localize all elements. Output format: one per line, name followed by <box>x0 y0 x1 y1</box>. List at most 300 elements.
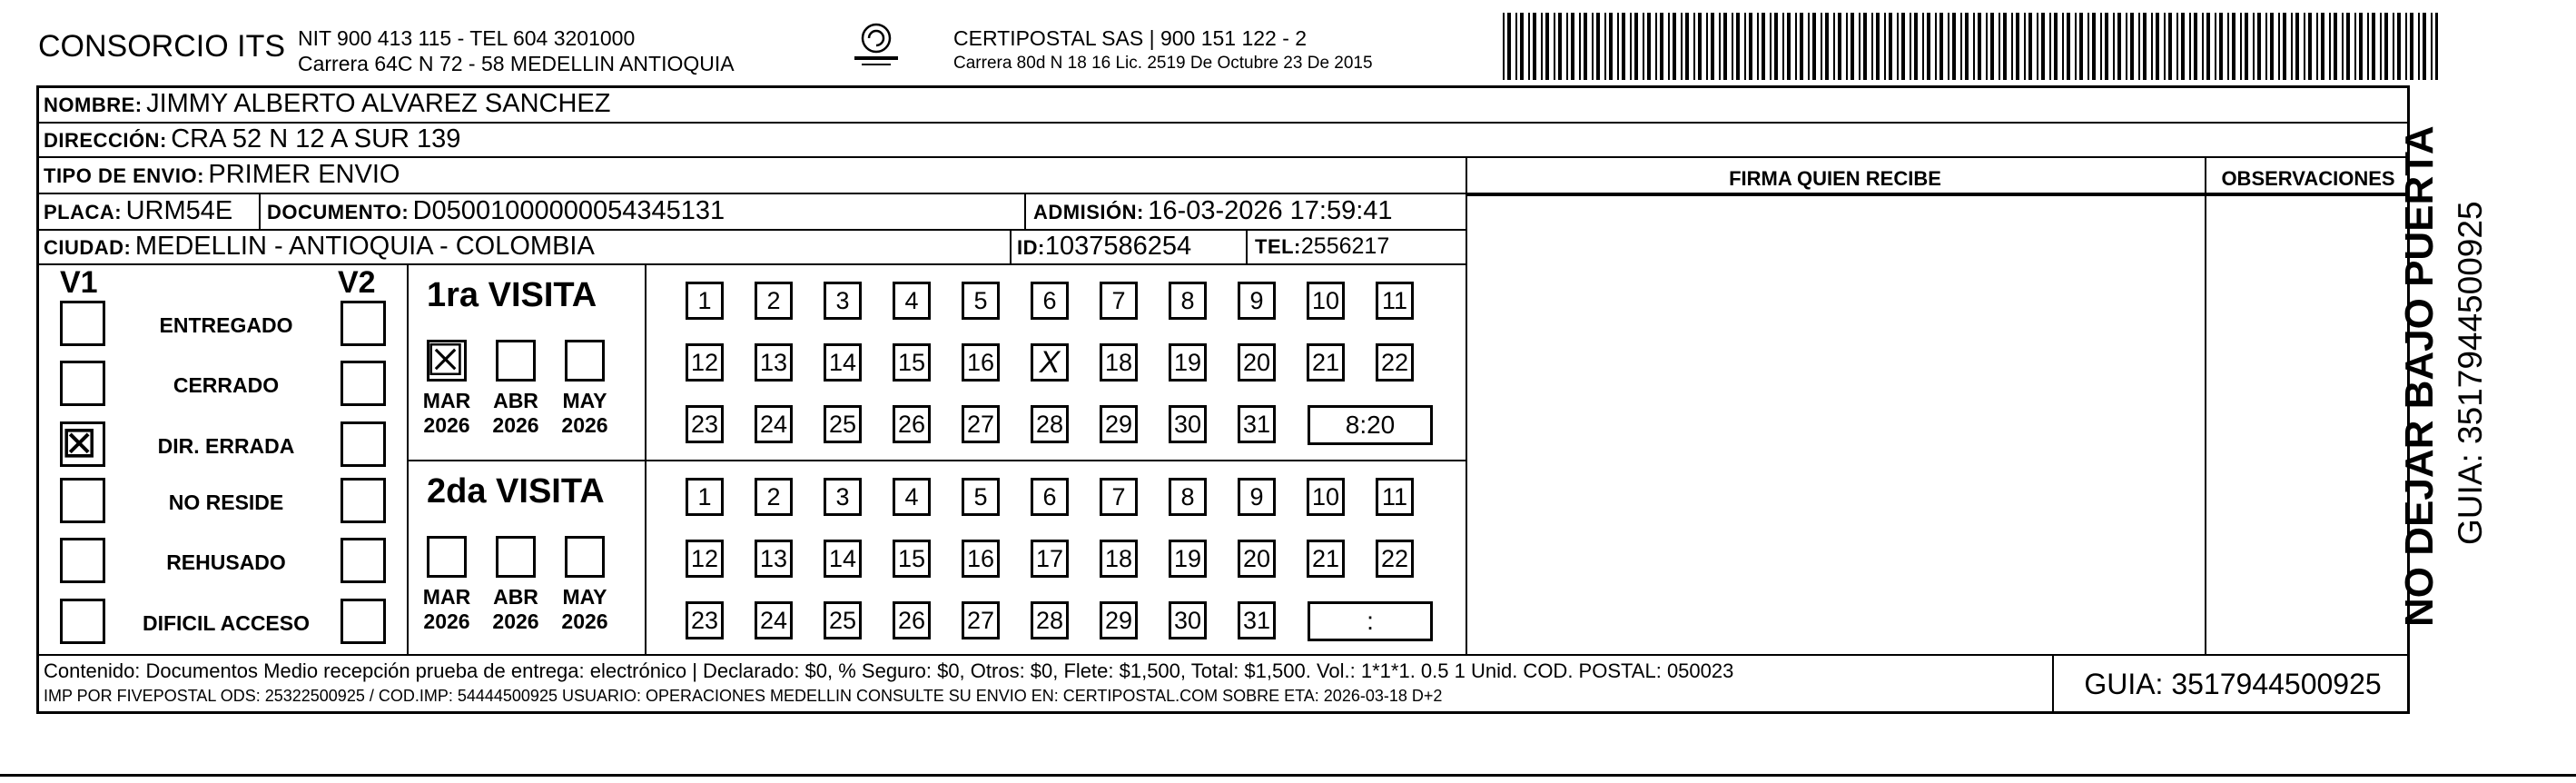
day-box[interactable]: 18 <box>1100 343 1138 382</box>
barcode-bar <box>2100 13 2102 80</box>
barcode-bar <box>1685 13 1689 80</box>
barcode-bar <box>1554 13 1555 80</box>
id-label: ID: <box>1017 236 1045 259</box>
day-box[interactable]: 29 <box>1100 405 1138 443</box>
month-label <box>484 389 548 438</box>
barcode-bar <box>1897 13 1899 80</box>
day-box[interactable]: 10 <box>1307 478 1345 516</box>
day-box[interactable]: 21 <box>1307 540 1345 578</box>
tipo-envio-value: PRIMER ENVIO <box>208 160 400 189</box>
barcode-bar <box>2092 13 2096 80</box>
day-box[interactable]: 15 <box>893 343 931 382</box>
barcode-bar <box>1647 13 1651 80</box>
day-box[interactable]: 4 <box>893 478 931 516</box>
barcode-bar <box>1986 13 1988 80</box>
footer-print-line: IMP POR FIVEPOSTAL ODS: 25322500925 / COD.IMP: 54444500925 USUARIO: OPERACIONES MEDELLIN CONSULTE SU ENVIO EN: CERTIPOSTAL.COM SOBRE ETA: 2026-03-18 D+2 <box>44 687 1443 705</box>
barcode-bar <box>2113 13 2115 80</box>
day-box[interactable]: 7 <box>1100 282 1138 320</box>
barcode-bar <box>1884 13 1886 80</box>
status-label: REHUSADO <box>166 550 286 574</box>
barcode-bar <box>2024 13 2026 80</box>
barcode-bar <box>1762 13 1765 80</box>
barcode-bar <box>1871 13 1873 80</box>
barcode-bar <box>1744 13 1746 80</box>
barcode-bar <box>1889 13 1892 80</box>
side-guia: GUIA: 3517944500925 <box>2452 201 2489 545</box>
barcode-bar <box>1732 13 1733 80</box>
day-box[interactable]: 28 <box>1031 601 1069 639</box>
firma-header: FIRMA QUIEN RECIBE <box>1729 167 1941 190</box>
month-year: 2026 <box>492 610 539 633</box>
barcode-bar <box>1821 13 1822 80</box>
nombre-label: NOMBRE: <box>44 94 143 116</box>
day-box[interactable]: 15 <box>893 540 931 578</box>
company-info <box>298 25 735 76</box>
status-label: ENTREGADO <box>159 313 293 337</box>
admision-label: ADMISIÓN: <box>1033 201 1144 223</box>
day-box[interactable]: 1 <box>686 282 724 320</box>
month-check-mark: ☒ <box>426 335 466 386</box>
v1-checkbox[interactable] <box>60 361 105 406</box>
company-name: CONSORCIO ITS <box>38 29 286 64</box>
day-box[interactable]: 23 <box>686 601 724 639</box>
month-name: ABR <box>493 389 538 412</box>
barcode-bar <box>1863 13 1867 80</box>
v2-checkbox[interactable] <box>341 478 386 523</box>
day-box[interactable]: 30 <box>1169 601 1207 639</box>
guia-number: GUIA: 3517944500925 <box>2052 656 2412 714</box>
day-box[interactable]: 28 <box>1031 405 1069 443</box>
barcode-bar <box>2232 13 2235 80</box>
v1-checkbox[interactable] <box>60 301 105 346</box>
day-box[interactable]: 7 <box>1100 478 1138 516</box>
barcode-bar <box>1990 13 1994 80</box>
day-box[interactable]: 23 <box>686 405 724 443</box>
barcode-bar <box>1851 13 1854 80</box>
footer-content-line: Contenido: Documentos Medio recepción prueba de entrega: electrónico | Declarado: $0, % Seguro: $0, Otros: $0, Flete: $1,500, Total: $1,500. Vol.: 1*1*1. 0.5 1 Unid. COD. POSTAL: 050023 <box>44 659 1734 682</box>
barcode-bar <box>1681 13 1683 80</box>
day-box[interactable]: 19 <box>1169 540 1207 578</box>
month-name: MAR <box>422 585 471 609</box>
v1-header: V1 <box>60 265 98 300</box>
day-box[interactable]: 10 <box>1307 282 1345 320</box>
barcode-bar <box>2367 13 2369 80</box>
ciudad-value: MEDELLIN - ANTIOQUIA - COLOMBIA <box>134 232 595 261</box>
barcode-bar <box>2240 13 2242 80</box>
barcode-bar <box>2245 13 2248 80</box>
tel-field <box>1255 233 1389 260</box>
barcode-bar <box>2126 13 2127 80</box>
barcode-bar <box>2384 13 2388 80</box>
barcode-bar <box>1948 13 1949 80</box>
day-box[interactable]: 29 <box>1100 601 1138 639</box>
month-checkbox[interactable] <box>565 536 605 578</box>
day-box[interactable]: 8 <box>1169 282 1207 320</box>
barcode-bar <box>2138 13 2140 80</box>
barcode-bar <box>2215 13 2216 80</box>
placa-value: URM54E <box>125 196 233 225</box>
v2-checkbox[interactable] <box>341 599 386 644</box>
v2-header: V2 <box>338 265 376 300</box>
barcode-bar <box>1838 13 1841 80</box>
day-box[interactable]: 11 <box>1376 282 1414 320</box>
barcode-bar <box>1596 13 1600 80</box>
barcode-bar <box>1965 13 1969 80</box>
barcode-bar <box>2397 13 2401 80</box>
day-box[interactable]: 16 <box>962 343 1000 382</box>
barcode-bar <box>2257 13 2261 80</box>
barcode-bar <box>2028 13 2032 80</box>
barcode-bar <box>1800 13 1803 80</box>
day-box[interactable]: 13 <box>755 343 793 382</box>
status-label: NO RESIDE <box>168 491 284 514</box>
barcode-bar <box>2168 13 2172 80</box>
barcode-bar <box>2062 13 2064 80</box>
tel-value: 2556217 <box>1300 233 1390 259</box>
barcode-bar <box>2156 13 2159 80</box>
day-box[interactable]: 2 <box>755 478 793 516</box>
ciudad-label: CIUDAD: <box>44 236 132 259</box>
v2-checkbox[interactable] <box>341 361 386 406</box>
day-box[interactable]: 27 <box>962 405 1000 443</box>
month-checkbox[interactable] <box>496 340 536 382</box>
day-box[interactable]: 20 <box>1238 343 1276 382</box>
barcode-bar <box>1876 13 1880 80</box>
barcode-bar <box>1503 13 1505 80</box>
barcode-bar <box>1749 13 1752 80</box>
barcode-bar <box>1507 13 1511 80</box>
day-box[interactable]: 20 <box>1238 540 1276 578</box>
day-box[interactable]: 26 <box>893 601 931 639</box>
barcode-bar <box>2380 13 2382 80</box>
direccion-row <box>44 124 460 154</box>
day-box[interactable]: X <box>1031 343 1069 382</box>
day-box[interactable]: 16 <box>962 540 1000 578</box>
barcode-bar <box>2037 13 2038 80</box>
barcode-bar <box>2308 13 2312 80</box>
day-box[interactable]: 1 <box>686 478 724 516</box>
barcode-bar <box>2321 13 2324 80</box>
v1-checkbox[interactable] <box>60 538 105 583</box>
day-box[interactable]: 26 <box>893 405 931 443</box>
day-box[interactable]: 24 <box>755 601 793 639</box>
barcode-bar <box>1693 13 1695 80</box>
month-year: 2026 <box>492 413 539 437</box>
nombre-value: JIMMY ALBERTO ALVAREZ SANCHEZ <box>146 89 611 118</box>
side-warning: NO DEJAR BAJO PUERTA <box>2397 125 2442 627</box>
day-box[interactable]: 14 <box>824 540 862 578</box>
day-box[interactable]: 6 <box>1031 478 1069 516</box>
barcode-bar <box>2431 13 2433 80</box>
barcode-bar <box>1673 13 1676 80</box>
month-checkbox[interactable] <box>427 536 467 578</box>
time-field[interactable]: 8:20 <box>1308 405 1433 445</box>
day-box[interactable]: 25 <box>824 405 862 443</box>
barcode-bar <box>2423 13 2426 80</box>
day-box[interactable]: 22 <box>1376 343 1414 382</box>
barcode-bar <box>1533 13 1536 80</box>
barcode-bar <box>1757 13 1759 80</box>
barcode-bar <box>1978 13 1981 80</box>
barcode-bar <box>2359 13 2363 80</box>
month-label <box>553 585 617 634</box>
signature-area[interactable] <box>1469 198 2203 652</box>
observaciones-header: OBSERVACIONES <box>2221 167 2395 190</box>
day-box[interactable]: 2 <box>755 282 793 320</box>
barcode-bar <box>1935 13 1937 80</box>
barcode-bar <box>1630 13 1632 80</box>
barcode-bar <box>2105 13 2108 80</box>
barcode-bar <box>2079 13 2083 80</box>
barcode-bar <box>2435 13 2438 80</box>
v2-checkbox[interactable] <box>341 421 386 467</box>
barcode-bar <box>2054 13 2058 80</box>
barcode-bar <box>1545 13 1549 80</box>
day-box[interactable]: 4 <box>893 282 931 320</box>
barcode-bar <box>2202 13 2204 80</box>
day-box[interactable]: 9 <box>1238 478 1276 516</box>
barcode-bar <box>2181 13 2185 80</box>
id-value: 1037586254 <box>1044 232 1192 261</box>
v1-check-mark: ⊠ <box>61 417 98 468</box>
ciudad-field <box>44 232 595 262</box>
month-checkbox[interactable] <box>426 335 467 386</box>
barcode-bar <box>1558 13 1562 80</box>
barcode-bar <box>1901 13 1905 80</box>
barcode-bar <box>2075 13 2077 80</box>
day-box[interactable]: 5 <box>962 478 1000 516</box>
barcode-bar <box>2151 13 2153 80</box>
observations-area[interactable] <box>2208 198 2408 652</box>
barcode-bar <box>2329 13 2331 80</box>
barcode-bar <box>2087 13 2089 80</box>
month-label <box>415 389 479 438</box>
barcode-bar <box>1617 13 1619 80</box>
day-box[interactable]: 27 <box>962 601 1000 639</box>
barcode-bar <box>1668 13 1670 80</box>
day-box[interactable]: 18 <box>1100 540 1138 578</box>
barcode-bar <box>1622 13 1625 80</box>
certipostal-info <box>953 25 1373 76</box>
day-box[interactable]: 6 <box>1031 282 1069 320</box>
barcode-bar <box>1952 13 1956 80</box>
day-box[interactable]: 3 <box>824 282 862 320</box>
barcode-bar <box>1528 13 1530 80</box>
barcode-bar <box>1655 13 1657 80</box>
barcode-bar <box>1736 13 1740 80</box>
month-checkbox[interactable] <box>565 340 605 382</box>
barcode-bar <box>2418 13 2420 80</box>
day-box[interactable]: 22 <box>1376 540 1414 578</box>
v2-checkbox[interactable] <box>341 301 386 346</box>
barcode-bar <box>2265 13 2267 80</box>
barcode-bar <box>2130 13 2134 80</box>
visit-title: 1ra VISITA <box>427 276 597 314</box>
v1-checkbox[interactable] <box>60 417 105 468</box>
barcode-bar <box>1782 13 1784 80</box>
day-box[interactable]: 3 <box>824 478 862 516</box>
barcode-bar <box>2316 13 2318 80</box>
barcode-bar <box>2164 13 2166 80</box>
barcode-bar <box>1515 13 1517 80</box>
barcode-bar <box>1910 13 1911 80</box>
barcode-bar <box>1541 13 1543 80</box>
barcode-bar <box>1939 13 1943 80</box>
tipo-envio-label: TIPO DE ENVIO: <box>44 164 204 187</box>
status-label: DIFICIL ACCESO <box>142 611 310 635</box>
barcode-bar <box>1825 13 1829 80</box>
barcode-bar <box>1711 13 1714 80</box>
barcode-bar <box>2176 13 2178 80</box>
barcode-icon <box>1503 13 2438 80</box>
documento-field <box>267 196 725 226</box>
documento-value: D05001000000054345131 <box>412 196 725 225</box>
nombre-row <box>44 89 610 119</box>
certipostal-license-line: Carrera 80d N 18 16 Lic. 2519 De Octubre 23 De 2015 <box>953 54 1373 73</box>
barcode-bar <box>2117 13 2121 80</box>
barcode-bar <box>1774 13 1778 80</box>
barcode-bar <box>2393 13 2394 80</box>
barcode-bar <box>2342 13 2344 80</box>
month-year: 2026 <box>561 610 608 633</box>
day-box[interactable]: 21 <box>1307 343 1345 382</box>
barcode-bar <box>1604 13 1606 80</box>
month-checkbox[interactable] <box>496 536 536 578</box>
barcode-bar <box>2011 13 2013 80</box>
barcode-bar <box>1592 13 1594 80</box>
barcode-bar <box>1520 13 1524 80</box>
day-box[interactable]: 9 <box>1238 282 1276 320</box>
day-box[interactable]: 31 <box>1238 601 1276 639</box>
barcode-bar <box>1660 13 1663 80</box>
day-box[interactable]: 5 <box>962 282 1000 320</box>
v1-checkbox[interactable] <box>60 599 105 644</box>
barcode-bar <box>1808 13 1810 80</box>
barcode-bar <box>1643 13 1644 80</box>
barcode-bar <box>1579 13 1581 80</box>
barcode-bar <box>1795 13 1797 80</box>
day-box[interactable]: 17 <box>1031 540 1069 578</box>
barcode-bar <box>2278 13 2280 80</box>
barcode-bar <box>1914 13 1918 80</box>
barcode-bar <box>2049 13 2051 80</box>
barcode-bar <box>2253 13 2255 80</box>
barcode-bar <box>1922 13 1924 80</box>
barcode-bar <box>2194 13 2197 80</box>
day-box[interactable]: 31 <box>1238 405 1276 443</box>
month-year: 2026 <box>423 610 470 633</box>
divider <box>0 774 2576 777</box>
barcode-bar <box>1973 13 1975 80</box>
barcode-bar <box>2016 13 2019 80</box>
barcode-bar <box>1833 13 1835 80</box>
barcode-bar <box>2405 13 2407 80</box>
company-address-line: Carrera 64C N 72 - 58 MEDELLIN ANTIOQUIA <box>298 52 735 75</box>
documento-label: DOCUMENTO: <box>267 201 410 223</box>
barcode-bar <box>1571 13 1574 80</box>
month-name: MAY <box>562 585 607 609</box>
day-box[interactable]: 14 <box>824 343 862 382</box>
day-box[interactable]: 11 <box>1376 478 1414 516</box>
barcode-bar <box>2041 13 2045 80</box>
barcode-bar <box>1584 13 1587 80</box>
placa-label: PLACA: <box>44 201 123 223</box>
day-box[interactable]: 13 <box>755 540 793 578</box>
barcode-bar <box>2283 13 2286 80</box>
barcode-bar <box>1770 13 1772 80</box>
month-label <box>415 585 479 634</box>
barcode-bar <box>2410 13 2413 80</box>
barcode-bar <box>2354 13 2356 80</box>
barcode-bar <box>2189 13 2191 80</box>
company-nit-line: NIT 900 413 115 - TEL 604 3201000 <box>298 26 636 50</box>
month-year: 2026 <box>561 413 608 437</box>
barcode-bar <box>2270 13 2274 80</box>
barcode-bar <box>1719 13 1721 80</box>
day-box[interactable]: 12 <box>686 540 724 578</box>
barcode-bar <box>1927 13 1930 80</box>
barcode-bar <box>1787 13 1791 80</box>
barcode-bar <box>2334 13 2337 80</box>
admision-value: 16-03-2026 17:59:41 <box>1148 196 1393 225</box>
barcode-bar <box>1634 13 1638 80</box>
day-box[interactable]: 25 <box>824 601 862 639</box>
day-box[interactable]: 12 <box>686 343 724 382</box>
id-field <box>1017 232 1191 262</box>
barcode-bar <box>2304 13 2305 80</box>
barcode-bar <box>1698 13 1702 80</box>
tel-label: TEL: <box>1255 235 1301 258</box>
barcode-bar <box>1859 13 1860 80</box>
day-box[interactable]: 24 <box>755 405 793 443</box>
day-box[interactable]: 8 <box>1169 478 1207 516</box>
barcode-bar <box>2003 13 2007 80</box>
barcode-bar <box>2206 13 2210 80</box>
tipo-envio-row <box>44 160 400 190</box>
status-label: CERRADO <box>173 373 280 397</box>
month-label <box>484 585 548 634</box>
direccion-label: DIRECCIÓN: <box>44 129 167 152</box>
v1-checkbox[interactable] <box>60 478 105 523</box>
barcode-bar <box>2067 13 2070 80</box>
barcode-bar <box>1706 13 1708 80</box>
barcode-bar <box>2143 13 2147 80</box>
barcode-bar <box>2291 13 2293 80</box>
month-year: 2026 <box>423 413 470 437</box>
barcode-bar <box>1960 13 1962 80</box>
certipostal-logo-icon <box>849 20 903 73</box>
month-name: MAY <box>562 389 607 412</box>
day-box[interactable]: 30 <box>1169 405 1207 443</box>
barcode-bar <box>1566 13 1568 80</box>
month-name: ABR <box>493 585 538 609</box>
barcode-bar <box>1812 13 1816 80</box>
month-label <box>553 389 617 438</box>
day-box[interactable]: 19 <box>1169 343 1207 382</box>
barcode-bar <box>2372 13 2375 80</box>
status-label: DIR. ERRADA <box>157 434 295 458</box>
time-field[interactable]: : <box>1308 601 1433 641</box>
barcode-bar <box>1609 13 1613 80</box>
barcode-bar <box>2295 13 2299 80</box>
barcode-bar <box>1999 13 2000 80</box>
month-name: MAR <box>422 389 471 412</box>
direccion-value: CRA 52 N 12 A SUR 139 <box>171 124 461 154</box>
barcode-bar <box>1846 13 1848 80</box>
v2-checkbox[interactable] <box>341 538 386 583</box>
barcode-bar <box>1723 13 1727 80</box>
placa-field <box>44 196 232 226</box>
